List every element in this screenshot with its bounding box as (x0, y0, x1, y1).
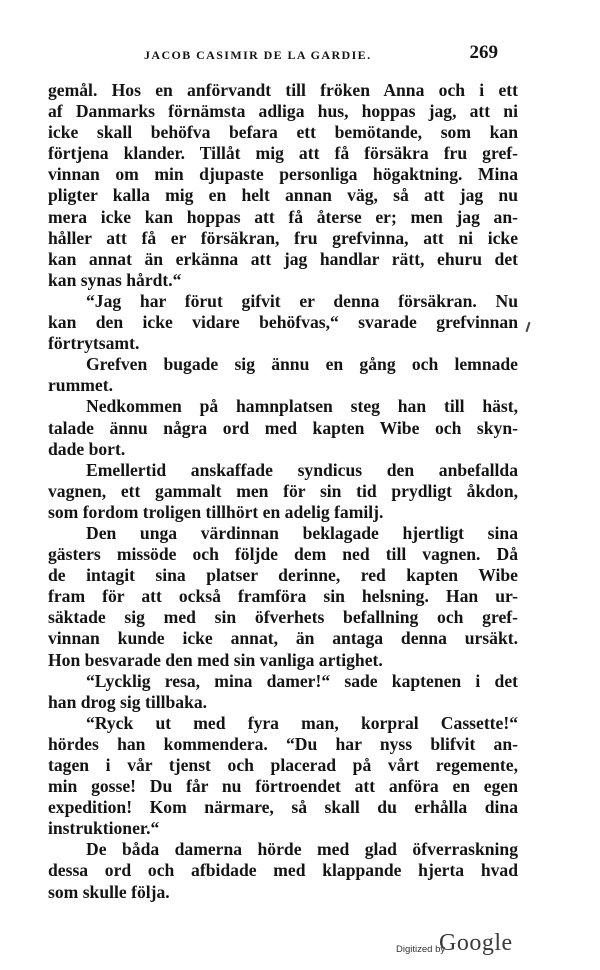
text-line: de intagit sina platser derinne, red kapten Wibe (48, 565, 518, 586)
text-line: “Ryck ut med fyra man, korpral Cassette!“ (86, 712, 518, 733)
text-line: De båda damerna hörde med glad öfverraskning (86, 839, 518, 860)
text-line: dessa ord och afbidade med klappande hjerta hvad (48, 860, 518, 881)
text-line: som skulle följa. (48, 881, 170, 902)
body-text (48, 80, 518, 903)
text-line: kan synas hårdt.“ (48, 269, 182, 290)
running-head: JACOB CASIMIR DE LA GARDIE. (144, 48, 372, 62)
text-line: förtjena klander. Tillåt mig att få försäkra fru gref- (48, 143, 518, 164)
text-line: “Jag har förut gifvit er denna försäkran. Nu (86, 290, 518, 311)
text-line: dade bort. (48, 438, 126, 459)
text-line: Den unga värdinnan beklagade hjertligt sina (86, 522, 518, 543)
text-line: kan den icke vidare behöfvas,“ svarade grefvinnan (48, 312, 518, 333)
text-line: rummet. (48, 375, 113, 396)
text-line: af Danmarks förnämsta adliga hus, hoppas jag, att ni (48, 101, 518, 122)
stray-ink-mark (526, 322, 531, 332)
text-line: tagen i vår tjenst och placerad på vårt regemente, (48, 755, 518, 775)
digitized-label: Digitized by (396, 944, 446, 955)
text-line: vagnen, ett gammalt men för sin tid prydligt åkdon, (48, 480, 518, 501)
text-line: mera icke kan hoppas att få återse er; men jag an- (48, 206, 518, 227)
text-line: Emellertid anskaffade syndicus den anbefallda (86, 459, 518, 480)
text-line: säktade sig med sin öfverhets befallning och gref- (48, 607, 518, 628)
text-line: instruktioner.“ (48, 818, 160, 839)
text-line: “Lycklig resa, mina damer!“ sade kaptenen i det (86, 670, 518, 691)
page-number: 269 (469, 42, 498, 63)
text-line: kan annat än erkänna att jag handlar rätt, ehuru det (48, 248, 518, 269)
text-line: vinnan kunde icke annat, än antaga denna ursäkt. (48, 628, 518, 649)
text-line: förtrytsamt. (48, 333, 140, 354)
text-line: vinnan om min djupaste personliga högaktning. Mina (48, 164, 518, 185)
text-line: Grefven bugade sig ännu en gång och lemnade (86, 354, 518, 375)
digitized-watermark (396, 930, 526, 960)
text-line: gästers missöde och följde dem ned till vagnen. Då (48, 544, 518, 565)
text-line: min gosse! Du får nu förtroendet att anföra en egen (48, 776, 518, 797)
text-line: hördes han kommendera. “Du har nyss blifvit an- (48, 733, 518, 754)
text-line: gemål. Hos en anförvandt till fröken Anna och i ett (48, 80, 518, 100)
text-line: fram för att också framföra sin helsning. Han ur- (48, 586, 518, 607)
google-logo: Google (439, 930, 513, 956)
text-line: talade ännu några ord med kapten Wibe och skyn- (48, 417, 518, 438)
text-line: håller att få er försäkran, fru grefvinna, att ni icke (48, 227, 518, 248)
text-line: expedition! Kom närmare, så skall du erhålla dina (48, 797, 518, 818)
text-line: Hon besvarade den med sin vanliga artighet. (48, 649, 383, 670)
page-header (48, 42, 498, 68)
text-line: som fordom troligen tillhört en adelig familj. (48, 501, 384, 522)
text-line: Nedkommen på hamnplatsen steg han till häst, (86, 396, 518, 417)
text-line: han drog sig tillbaka. (48, 691, 208, 712)
text-line: pligter kalla mig en helt annan väg, så att jag nu (48, 185, 518, 206)
text-line: icke skall behöfva befara ett bemötande, som kan (48, 122, 518, 143)
